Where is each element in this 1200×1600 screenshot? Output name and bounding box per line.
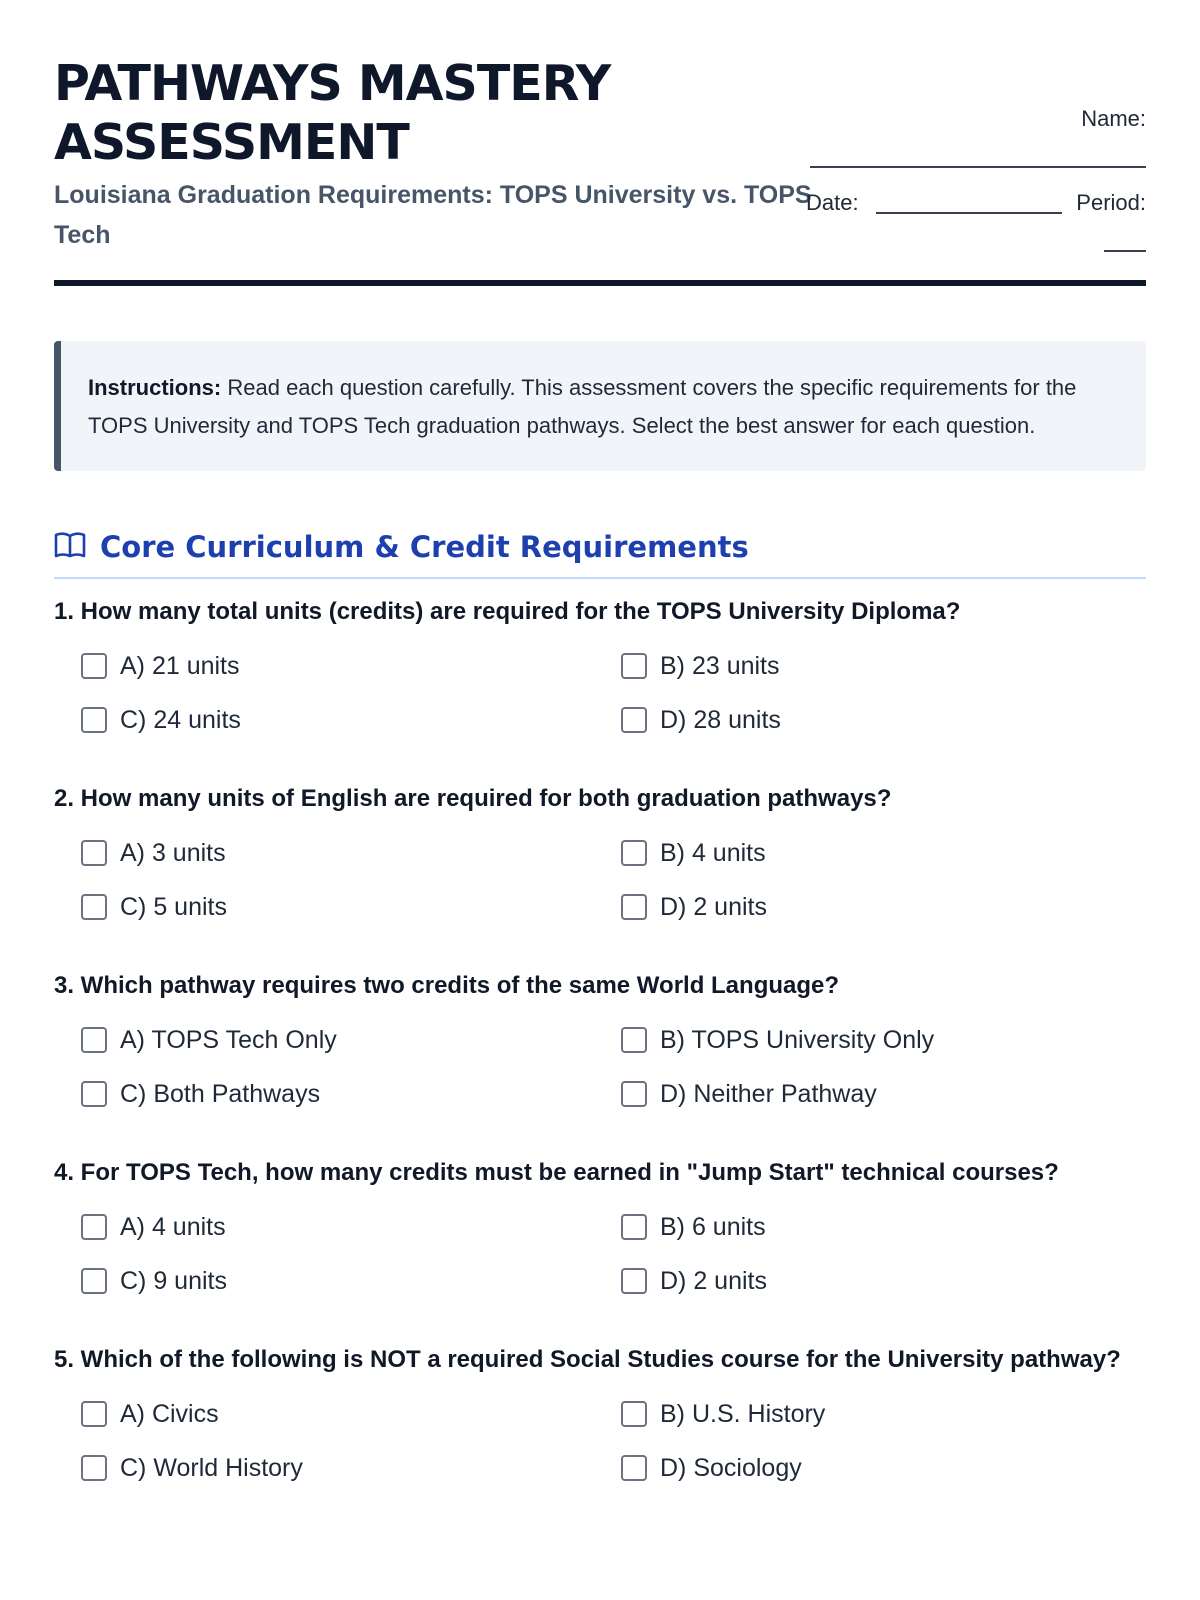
option-a[interactable] bbox=[81, 1020, 337, 1060]
option-label: B) 23 units bbox=[660, 651, 780, 680]
checkbox[interactable] bbox=[621, 1455, 647, 1481]
section-heading bbox=[54, 525, 1146, 579]
date-label: Date: bbox=[806, 190, 859, 215]
option-a[interactable] bbox=[81, 1394, 219, 1434]
option-d[interactable] bbox=[621, 700, 781, 740]
question-3 bbox=[54, 966, 1146, 1126]
answer-options bbox=[54, 646, 1146, 752]
answer-options bbox=[54, 833, 1146, 939]
checkbox[interactable] bbox=[621, 1268, 647, 1294]
checkbox[interactable] bbox=[81, 894, 107, 920]
option-c[interactable] bbox=[81, 1074, 320, 1114]
name-field[interactable] bbox=[810, 140, 1146, 168]
option-d[interactable] bbox=[621, 1074, 877, 1114]
question-text: 3. Which pathway requires two credits of the same World Language? bbox=[54, 972, 840, 999]
option-c[interactable] bbox=[81, 887, 227, 927]
option-a[interactable] bbox=[81, 646, 240, 686]
option-label: A) Civics bbox=[120, 1399, 219, 1428]
option-label: A) 3 units bbox=[120, 838, 226, 867]
checkbox[interactable] bbox=[81, 1455, 107, 1481]
assessment-header bbox=[54, 0, 1146, 286]
instructions-label: Instructions: bbox=[88, 375, 222, 400]
instructions-text: Read each question carefully. This assessment covers the specific requirements for the TOPS University and TOPS Tech graduation pathways. Select the best answer for each question. bbox=[88, 375, 1077, 438]
checkbox[interactable] bbox=[621, 1081, 647, 1107]
option-d[interactable] bbox=[621, 887, 767, 927]
period-label: Period: bbox=[1076, 190, 1146, 215]
checkbox[interactable] bbox=[81, 1214, 107, 1240]
answer-options bbox=[54, 1020, 1146, 1126]
option-a[interactable] bbox=[81, 1207, 226, 1247]
question-4 bbox=[54, 1153, 1146, 1313]
option-label: D) Sociology bbox=[660, 1453, 802, 1482]
option-c[interactable] bbox=[81, 700, 241, 740]
option-label: D) Neither Pathway bbox=[660, 1079, 877, 1108]
option-label: C) Both Pathways bbox=[120, 1079, 321, 1108]
option-label: A) 4 units bbox=[120, 1212, 226, 1241]
option-b[interactable] bbox=[621, 1020, 934, 1060]
option-label: C) 5 units bbox=[120, 892, 227, 921]
checkbox[interactable] bbox=[621, 1401, 647, 1427]
date-period-row bbox=[806, 188, 1146, 218]
header-divider bbox=[54, 280, 1146, 286]
instructions-box bbox=[54, 341, 1146, 471]
checkbox[interactable] bbox=[81, 1081, 107, 1107]
option-label: A) TOPS Tech Only bbox=[120, 1025, 337, 1054]
checkbox[interactable] bbox=[81, 840, 107, 866]
option-c[interactable] bbox=[81, 1448, 303, 1488]
option-label: D) 28 units bbox=[660, 705, 781, 734]
question-5 bbox=[54, 1340, 1146, 1500]
option-b[interactable] bbox=[621, 646, 780, 686]
option-c[interactable] bbox=[81, 1261, 227, 1301]
option-label: A) 21 units bbox=[120, 651, 240, 680]
checkbox[interactable] bbox=[621, 840, 647, 866]
checkbox[interactable] bbox=[81, 1268, 107, 1294]
student-info-fields bbox=[806, 104, 1146, 218]
name-label: Name: bbox=[1081, 106, 1146, 131]
question-text: 5. Which of the following is NOT a required Social Studies course for the University pathway? bbox=[54, 1346, 1121, 1373]
page-subtitle: Louisiana Graduation Requirements: TOPS University vs. TOPS Tech bbox=[54, 181, 812, 249]
question-2 bbox=[54, 779, 1146, 939]
period-field[interactable] bbox=[1104, 250, 1146, 252]
option-b[interactable] bbox=[621, 833, 766, 873]
assessment-page bbox=[54, 0, 1146, 1600]
option-label: B) 6 units bbox=[660, 1212, 766, 1241]
option-label: B) 4 units bbox=[660, 838, 766, 867]
checkbox[interactable] bbox=[621, 707, 647, 733]
question-1 bbox=[54, 592, 1146, 752]
checkbox[interactable] bbox=[81, 1401, 107, 1427]
option-b[interactable] bbox=[621, 1207, 766, 1247]
option-label: C) 24 units bbox=[120, 705, 241, 734]
option-label: C) World History bbox=[120, 1453, 303, 1482]
checkbox[interactable] bbox=[81, 707, 107, 733]
book-open-icon bbox=[54, 531, 86, 559]
page-title: PATHWAYS MASTERY ASSESSMENT bbox=[54, 55, 611, 171]
option-label: B) TOPS University Only bbox=[660, 1025, 935, 1054]
option-d[interactable] bbox=[621, 1448, 802, 1488]
question-text: 1. How many total units (credits) are required for the TOPS University Diploma? bbox=[54, 598, 961, 625]
checkbox[interactable] bbox=[621, 1027, 647, 1053]
option-label: C) 9 units bbox=[120, 1266, 227, 1295]
section-title: Core Curriculum & Credit Requirements bbox=[100, 530, 749, 564]
option-d[interactable] bbox=[621, 1261, 767, 1301]
checkbox[interactable] bbox=[621, 894, 647, 920]
date-field[interactable] bbox=[876, 212, 1062, 214]
checkbox[interactable] bbox=[621, 1214, 647, 1240]
option-a[interactable] bbox=[81, 833, 226, 873]
answer-options bbox=[54, 1394, 1146, 1500]
answer-options bbox=[54, 1207, 1146, 1313]
option-label: D) 2 units bbox=[660, 1266, 767, 1295]
checkbox[interactable] bbox=[621, 653, 647, 679]
checkbox[interactable] bbox=[81, 1027, 107, 1053]
option-b[interactable] bbox=[621, 1394, 825, 1434]
checkbox[interactable] bbox=[81, 653, 107, 679]
question-text: 4. For TOPS Tech, how many credits must be earned in "Jump Start" technical courses? bbox=[54, 1159, 1059, 1186]
question-text: 2. How many units of English are required for both graduation pathways? bbox=[54, 785, 892, 812]
option-label: B) U.S. History bbox=[660, 1399, 826, 1428]
option-label: D) 2 units bbox=[660, 892, 767, 921]
